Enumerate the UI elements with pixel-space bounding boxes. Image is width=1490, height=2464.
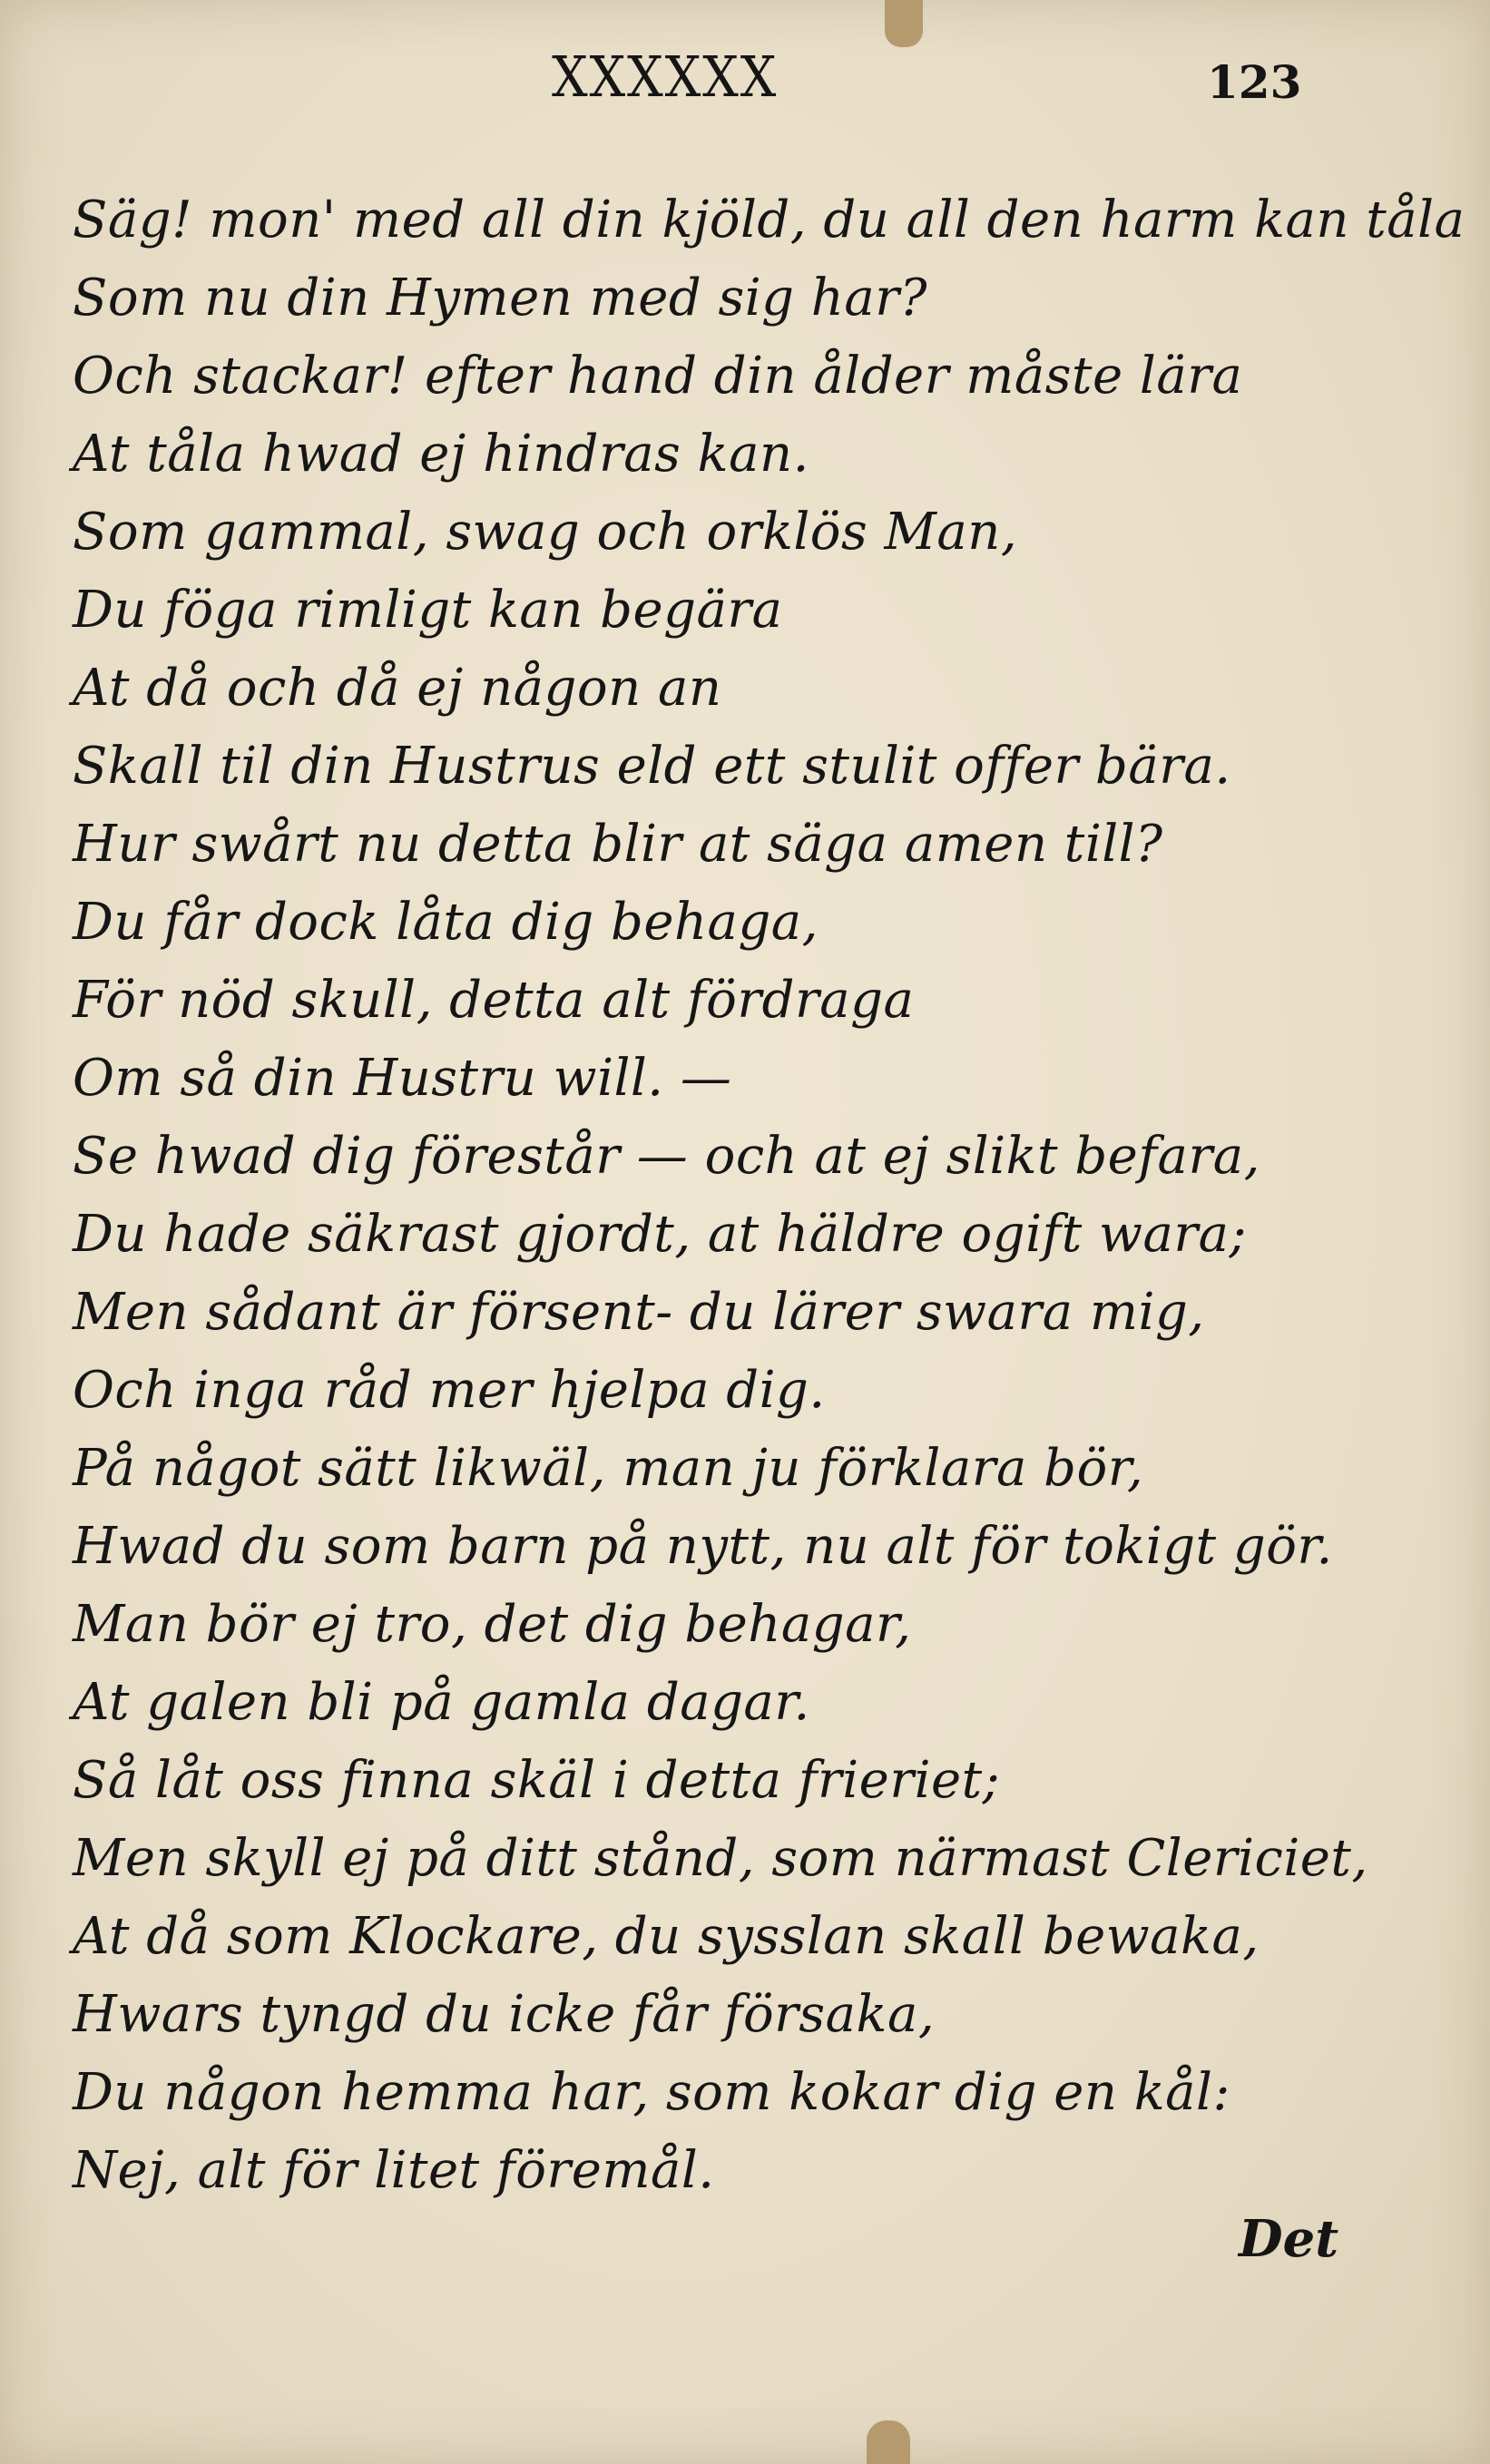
poem-line: Hwars tyngd du icke får försaka, (73, 1985, 936, 2044)
poem-line: Skall til din Hustrus eld ett stulit offer bära. (73, 737, 1231, 796)
poem-line: Så låt oss finna skäl i detta frieriet; (73, 1751, 1001, 1810)
poem-line: Och stackar! efter hand din ålder måste lära (73, 347, 1243, 406)
poem-line: Som gammal, swag och orklös Man, (73, 503, 1018, 562)
header-ornament: XXXXXX (552, 44, 779, 110)
poem-line: Hur swårt nu detta blir at säga amen till? (73, 815, 1163, 874)
poem-line: Du föga rimligt kan begära (73, 581, 783, 640)
poem-line: Som nu din Hymen med sig har? (73, 269, 928, 328)
poem-line: Du får dock låta dig behaga, (73, 893, 819, 952)
poem-line: Men sådant är försent- du lärer swara mig, (73, 1283, 1205, 1342)
poem-line: På något sätt likwäl, man ju förklara bör, (73, 1439, 1144, 1498)
poem-line: Du hade säkrast gjordt, at häldre ogift wara; (73, 1205, 1247, 1264)
poem-line: Man bör ej tro, det dig behagar, (73, 1595, 912, 1654)
poem-line: Hwad du som barn på nytt, nu alt för tokigt gör. (73, 1517, 1333, 1576)
poem-line: Om så din Hustru will. — (73, 1049, 732, 1108)
catchword: Det (1239, 2209, 1339, 2269)
poem-line: Se hwad dig förestår — och at ej slikt befara, (73, 1127, 1260, 1186)
poem-line: At då och då ej någon an (73, 659, 722, 718)
poem-text (73, 181, 1465, 2210)
poem-line: At galen bli på gamla dagar. (73, 1673, 810, 1732)
poem-line: Och inga råd mer hjelpa dig. (73, 1361, 826, 1420)
poem-line: Säg! mon' med all din kjöld, du all den harm kan tåla (73, 191, 1465, 249)
poem-line: At tåla hwad ej hindras kan. (73, 425, 809, 484)
poem-line: At då som Klockare, du sysslan skall bewaka, (73, 1907, 1260, 1966)
paper-tab-top (885, 0, 923, 47)
poem-line: Men skyll ej på ditt stånd, som närmast Clericiet, (73, 1829, 1368, 1888)
page-number: 123 (1207, 55, 1302, 109)
paper-tab-bottom (867, 2420, 910, 2464)
poem-line: Nej, alt för litet föremål. (73, 2141, 715, 2200)
poem-line: För nöd skull, detta alt fördraga (73, 971, 915, 1030)
poem-line: Du någon hemma har, som kokar dig en kål: (73, 2063, 1230, 2122)
